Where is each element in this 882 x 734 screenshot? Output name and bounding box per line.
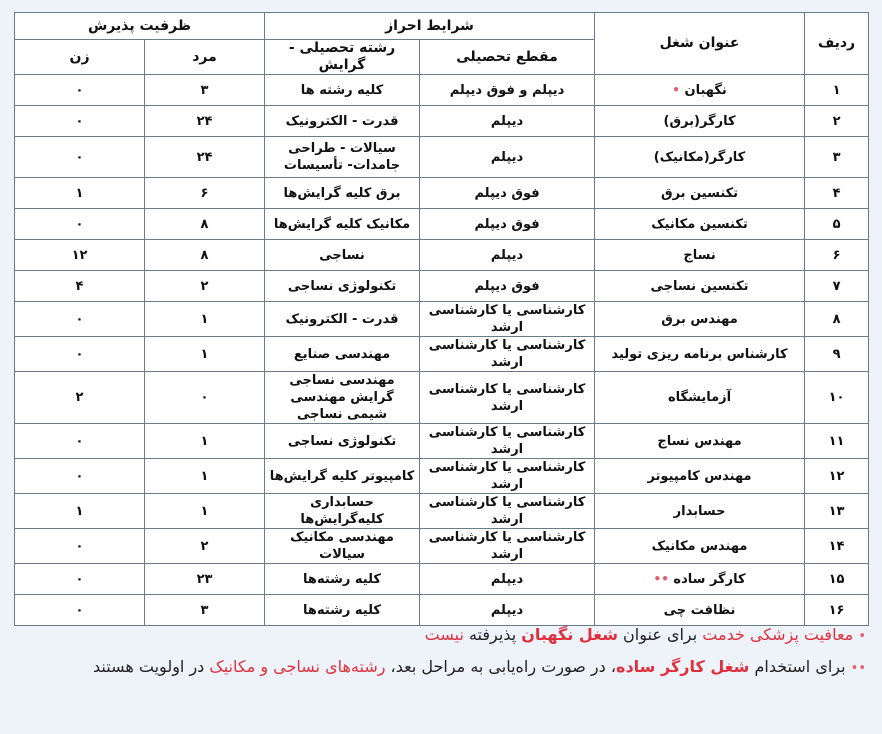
cell-row-number-text: ۴ bbox=[832, 185, 841, 201]
cell-job-title-text: مهندس برق bbox=[661, 311, 738, 327]
cell-male-capacity-text: ۲۴ bbox=[196, 113, 213, 129]
cell-field-text: قدرت - الکترونیک bbox=[285, 113, 399, 129]
cell-field bbox=[265, 240, 420, 271]
cell-row-number-text: ۱۳ bbox=[828, 503, 845, 519]
cell-job-title bbox=[595, 106, 805, 137]
cell-female-capacity bbox=[15, 137, 145, 178]
cell-male-capacity-text: ۱ bbox=[200, 346, 209, 362]
table-row bbox=[15, 240, 869, 271]
header-row-number: ردیف bbox=[805, 13, 869, 75]
cell-male-capacity-text: ۲ bbox=[200, 538, 209, 554]
header-job-title: عنوان شغل bbox=[595, 13, 805, 75]
cell-job-title bbox=[595, 137, 805, 178]
cell-education-level bbox=[420, 459, 595, 494]
cell-row-number-text: ۸ bbox=[832, 311, 841, 327]
cell-education-level-text: دیپلم bbox=[490, 602, 524, 618]
cell-field-text: تکنولوژی نساجی bbox=[287, 433, 397, 449]
footnote-marker-icon: • bbox=[858, 629, 866, 644]
cell-female-capacity-text: ۱ bbox=[75, 185, 84, 201]
footnote-double-marker-icon: •• bbox=[850, 661, 866, 676]
cell-row-number bbox=[805, 137, 869, 178]
cell-education-level bbox=[420, 494, 595, 529]
cell-education-level-text: دیپلم و فوق دیپلم bbox=[449, 82, 565, 98]
cell-male-capacity-text: ۱ bbox=[200, 311, 209, 327]
cell-row-number-text: ۹ bbox=[832, 346, 841, 362]
cell-row-number bbox=[805, 372, 869, 424]
cell-education-level-text: کارشناسی یا کارشناسی ارشد bbox=[428, 338, 586, 370]
cell-field bbox=[265, 494, 420, 529]
cell-male-capacity-text: ۸ bbox=[200, 216, 209, 232]
cell-female-capacity bbox=[15, 337, 145, 372]
table-row bbox=[15, 494, 869, 529]
cell-job-title bbox=[595, 178, 805, 209]
cell-education-level-text: فوق دیپلم bbox=[474, 185, 540, 201]
cell-female-capacity-text: ۱۲ bbox=[71, 247, 88, 263]
cell-field-text: مهندسی نساجی گرایش مهندسی شیمی نساجی bbox=[289, 373, 395, 422]
footnote-marker-icon: • bbox=[672, 82, 680, 97]
cell-education-level bbox=[420, 372, 595, 424]
cell-female-capacity-text: ۴ bbox=[75, 278, 84, 294]
header-capacity: ظرفیت پذیرش bbox=[15, 13, 265, 40]
cell-job-title bbox=[595, 302, 805, 337]
cell-job-title bbox=[595, 564, 805, 595]
note1-part5: نیست bbox=[424, 625, 464, 644]
cell-female-capacity-text: ۰ bbox=[75, 82, 84, 98]
cell-male-capacity-text: ۲۴ bbox=[196, 149, 213, 165]
cell-field bbox=[265, 424, 420, 459]
cell-row-number bbox=[805, 240, 869, 271]
cell-row-number bbox=[805, 424, 869, 459]
cell-male-capacity bbox=[145, 302, 265, 337]
cell-row-number bbox=[805, 271, 869, 302]
cell-field bbox=[265, 459, 420, 494]
cell-education-level bbox=[420, 424, 595, 459]
cell-female-capacity-text: ۱ bbox=[75, 503, 84, 519]
cell-education-level bbox=[420, 209, 595, 240]
cell-field bbox=[265, 106, 420, 137]
cell-female-capacity-text: ۲ bbox=[75, 390, 84, 405]
note2-part3: ، در صورت راه‌یابی به مراحل بعد، bbox=[385, 657, 617, 676]
cell-male-capacity bbox=[145, 529, 265, 564]
cell-male-capacity bbox=[145, 424, 265, 459]
cell-education-level bbox=[420, 240, 595, 271]
cell-education-level-text: کارشناسی یا کارشناسی ارشد bbox=[428, 495, 586, 527]
jobs-table-container bbox=[14, 12, 868, 626]
table-row bbox=[15, 529, 869, 564]
cell-row-number bbox=[805, 529, 869, 564]
cell-female-capacity bbox=[15, 564, 145, 595]
cell-female-capacity bbox=[15, 75, 145, 106]
cell-female-capacity bbox=[15, 302, 145, 337]
cell-job-title-text: نساج bbox=[683, 247, 716, 263]
cell-female-capacity bbox=[15, 372, 145, 424]
cell-job-title bbox=[595, 75, 805, 106]
cell-job-title bbox=[595, 529, 805, 564]
cell-job-title bbox=[595, 372, 805, 424]
cell-job-title-text: کارگر(برق) bbox=[663, 113, 736, 129]
cell-row-number-text: ۳ bbox=[832, 149, 841, 165]
table-row bbox=[15, 209, 869, 240]
cell-female-capacity bbox=[15, 240, 145, 271]
cell-job-title-text: مهندس مکانیک bbox=[651, 538, 748, 554]
cell-education-level bbox=[420, 137, 595, 178]
cell-female-capacity-text: ۰ bbox=[75, 113, 84, 129]
cell-field bbox=[265, 372, 420, 424]
footnote-simple-worker bbox=[16, 652, 866, 684]
cell-field bbox=[265, 529, 420, 564]
cell-field-text: کلیه رشته‌ها bbox=[303, 571, 381, 587]
cell-education-level-text: کارشناسی یا کارشناسی ارشد bbox=[428, 425, 586, 457]
table-row bbox=[15, 178, 869, 209]
cell-female-capacity-text: ۰ bbox=[75, 149, 84, 165]
cell-field bbox=[265, 209, 420, 240]
cell-male-capacity bbox=[145, 106, 265, 137]
cell-education-level-text: کارشناسی یا کارشناسی ارشد bbox=[428, 381, 586, 414]
table-row bbox=[15, 337, 869, 372]
cell-education-level-text: دیپلم bbox=[490, 113, 524, 129]
cell-field bbox=[265, 178, 420, 209]
cell-row-number bbox=[805, 106, 869, 137]
cell-job-title bbox=[595, 209, 805, 240]
cell-female-capacity-text: ۰ bbox=[75, 216, 84, 232]
cell-job-title-text: نظافت چی bbox=[663, 602, 736, 618]
cell-row-number bbox=[805, 178, 869, 209]
cell-female-capacity-text: ۰ bbox=[75, 571, 84, 587]
cell-row-number bbox=[805, 564, 869, 595]
cell-job-title bbox=[595, 494, 805, 529]
cell-female-capacity bbox=[15, 459, 145, 494]
cell-row-number bbox=[805, 209, 869, 240]
cell-job-title-text: نگهبان bbox=[684, 82, 727, 98]
cell-female-capacity-text: ۰ bbox=[75, 433, 84, 449]
cell-row-number bbox=[805, 302, 869, 337]
cell-job-title-text: مهندس کامپیوتر bbox=[647, 468, 752, 484]
cell-row-number-text: ۵ bbox=[832, 216, 841, 232]
table-row bbox=[15, 372, 869, 424]
cell-education-level bbox=[420, 564, 595, 595]
footnote-guard bbox=[16, 620, 866, 652]
note1-part1: معافیت پزشکی خدمت bbox=[702, 625, 854, 644]
cell-education-level-text: دیپلم bbox=[490, 247, 524, 263]
cell-male-capacity bbox=[145, 178, 265, 209]
cell-male-capacity bbox=[145, 240, 265, 271]
cell-male-capacity bbox=[145, 564, 265, 595]
cell-male-capacity-text: ۱ bbox=[200, 433, 209, 449]
cell-female-capacity-text: ۰ bbox=[75, 602, 84, 618]
cell-field bbox=[265, 564, 420, 595]
cell-education-level-text: کارشناسی یا کارشناسی ارشد bbox=[428, 530, 586, 562]
cell-male-capacity-text: ۱ bbox=[200, 468, 209, 484]
cell-row-number bbox=[805, 75, 869, 106]
cell-job-title-text: کارگر ساده bbox=[673, 571, 746, 587]
header-education-level: مقطع تحصیلی bbox=[420, 40, 595, 75]
cell-row-number-text: ۱۱ bbox=[828, 433, 845, 449]
cell-field-text: سیالات - طراحی جامدات- تأسیسات bbox=[283, 141, 401, 173]
cell-female-capacity-text: ۰ bbox=[75, 346, 84, 362]
cell-male-capacity-text: ۲۳ bbox=[196, 571, 213, 587]
cell-row-number-text: ۱۲ bbox=[828, 468, 845, 484]
cell-female-capacity bbox=[15, 529, 145, 564]
cell-male-capacity bbox=[145, 337, 265, 372]
cell-male-capacity-text: ۲ bbox=[200, 278, 209, 294]
cell-female-capacity bbox=[15, 209, 145, 240]
cell-field bbox=[265, 137, 420, 178]
cell-male-capacity bbox=[145, 372, 265, 424]
table-row bbox=[15, 302, 869, 337]
header-female: زن bbox=[15, 40, 145, 75]
cell-field-text: مهندسی صنایع bbox=[293, 346, 391, 362]
cell-job-title bbox=[595, 424, 805, 459]
cell-job-title-text: تکنسین نساجی bbox=[650, 278, 749, 294]
cell-male-capacity bbox=[145, 271, 265, 302]
table-row bbox=[15, 424, 869, 459]
note2-part5: در اولویت هستند bbox=[93, 657, 210, 676]
cell-female-capacity bbox=[15, 271, 145, 302]
cell-female-capacity-text: ۰ bbox=[75, 311, 84, 327]
cell-male-capacity bbox=[145, 137, 265, 178]
note2-part1: برای استخدام bbox=[749, 657, 851, 676]
cell-row-number-text: ۱۰ bbox=[828, 390, 845, 405]
cell-job-title bbox=[595, 337, 805, 372]
cell-education-level-text: فوق دیپلم bbox=[474, 278, 540, 294]
cell-field-text: تکنولوژی نساجی bbox=[287, 278, 397, 294]
cell-female-capacity bbox=[15, 424, 145, 459]
cell-education-level bbox=[420, 271, 595, 302]
cell-field bbox=[265, 337, 420, 372]
note2-part4: رشته‌های نساجی و مکانیک bbox=[209, 657, 386, 676]
cell-row-number-text: ۱۵ bbox=[828, 571, 845, 587]
cell-row-number-text: ۲ bbox=[832, 113, 841, 129]
cell-job-title-text: کارگر(مکانیک) bbox=[653, 149, 746, 165]
cell-row-number-text: ۷ bbox=[832, 278, 841, 294]
cell-job-title bbox=[595, 271, 805, 302]
header-qualifications: شرایط احراز bbox=[265, 13, 595, 40]
cell-row-number bbox=[805, 494, 869, 529]
cell-field-text: حسابداری کلیه‌گرایش‌ها bbox=[300, 495, 384, 527]
cell-field-text: کامپیوتر کلیه گرایش‌ها bbox=[269, 468, 415, 484]
note1-part2: برای عنوان bbox=[617, 625, 703, 644]
cell-job-title-text: کارشناس برنامه ریزی تولید bbox=[611, 346, 788, 362]
footnotes bbox=[16, 620, 866, 684]
cell-education-level-text: کارشناسی یا کارشناسی ارشد bbox=[428, 460, 586, 492]
cell-job-title-text: حسابدار bbox=[673, 503, 726, 519]
cell-education-level-text: فوق دیپلم bbox=[474, 216, 540, 232]
cell-female-capacity-text: ۰ bbox=[75, 468, 84, 484]
table-row bbox=[15, 459, 869, 494]
cell-field-text: کلیه رشته‌ها bbox=[303, 602, 381, 618]
cell-field-text: کلیه رشته ها bbox=[300, 82, 384, 98]
cell-female-capacity bbox=[15, 494, 145, 529]
cell-education-level-text: کارشناسی یا کارشناسی ارشد bbox=[428, 303, 586, 335]
cell-field bbox=[265, 271, 420, 302]
cell-row-number-text: ۶ bbox=[832, 247, 841, 263]
cell-female-capacity bbox=[15, 178, 145, 209]
note1-part3: شغل نگهبان bbox=[521, 625, 618, 644]
cell-row-number bbox=[805, 459, 869, 494]
cell-job-title bbox=[595, 240, 805, 271]
cell-male-capacity-text: ۳ bbox=[200, 602, 209, 618]
cell-education-level bbox=[420, 75, 595, 106]
cell-male-capacity-text: ۸ bbox=[200, 247, 209, 263]
cell-female-capacity-text: ۰ bbox=[75, 538, 84, 554]
cell-job-title-text: تکنسین برق bbox=[660, 185, 739, 201]
cell-male-capacity bbox=[145, 459, 265, 494]
cell-male-capacity bbox=[145, 75, 265, 106]
cell-male-capacity-text: ۶ bbox=[200, 185, 209, 201]
table-row bbox=[15, 75, 869, 106]
cell-education-level-text: دیپلم bbox=[490, 149, 524, 165]
cell-field-text: مهندسی مکانیک سیالات bbox=[290, 530, 394, 562]
cell-job-title bbox=[595, 459, 805, 494]
cell-job-title-text: آزمایشگاه bbox=[667, 390, 732, 405]
table-row bbox=[15, 271, 869, 302]
cell-male-capacity bbox=[145, 209, 265, 240]
cell-education-level bbox=[420, 106, 595, 137]
cell-row-number-text: ۱۴ bbox=[828, 538, 845, 554]
cell-field-text: مکانیک کلیه گرایش‌ها bbox=[273, 216, 411, 232]
cell-education-level bbox=[420, 302, 595, 337]
cell-field-text: برق کلیه گرایش‌ها bbox=[283, 185, 401, 201]
cell-row-number-text: ۱ bbox=[832, 82, 841, 98]
cell-field-text: قدرت - الکترونیک bbox=[285, 311, 399, 327]
cell-field bbox=[265, 75, 420, 106]
cell-field bbox=[265, 302, 420, 337]
cell-field-text: نساجی bbox=[319, 247, 365, 263]
cell-male-capacity-text: ۳ bbox=[200, 82, 209, 98]
cell-row-number-text: ۱۶ bbox=[828, 602, 845, 618]
header-field: رشته تحصیلی - گرایش bbox=[265, 40, 420, 75]
jobs-table bbox=[14, 12, 869, 626]
footnote-marker-icon: •• bbox=[653, 571, 669, 586]
table-row bbox=[15, 106, 869, 137]
note1-part4: پذیرفته bbox=[463, 625, 522, 644]
table-row bbox=[15, 564, 869, 595]
header-male: مرد bbox=[145, 40, 265, 75]
cell-education-level bbox=[420, 178, 595, 209]
cell-male-capacity bbox=[145, 494, 265, 529]
cell-male-capacity-text: ۰ bbox=[200, 390, 209, 405]
cell-female-capacity bbox=[15, 106, 145, 137]
note2-part2: شغل کارگر ساده bbox=[616, 657, 750, 676]
cell-education-level-text: دیپلم bbox=[490, 571, 524, 587]
cell-row-number bbox=[805, 337, 869, 372]
cell-male-capacity-text: ۱ bbox=[200, 503, 209, 519]
cell-job-title-text: تکنسین مکانیک bbox=[651, 216, 748, 232]
cell-job-title-text: مهندس نساج bbox=[657, 433, 742, 449]
table-row bbox=[15, 137, 869, 178]
cell-education-level bbox=[420, 529, 595, 564]
cell-education-level bbox=[420, 337, 595, 372]
